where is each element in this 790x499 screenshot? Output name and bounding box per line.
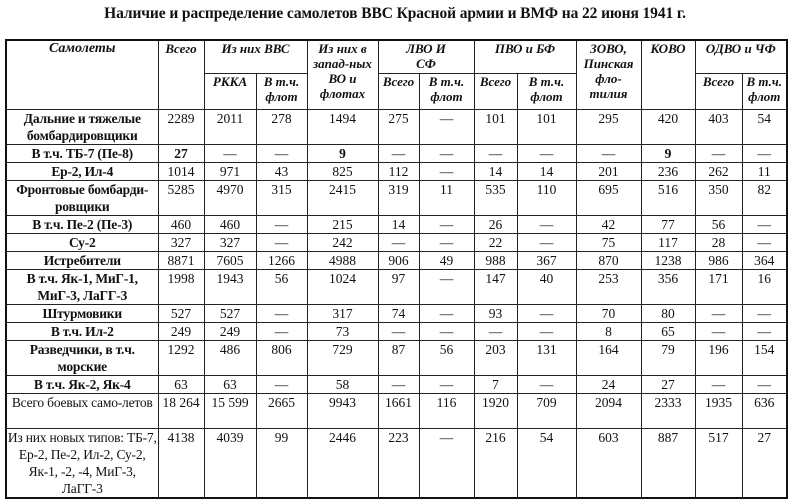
table-cell: 729 bbox=[307, 340, 378, 375]
table-cell: 27 bbox=[742, 428, 787, 498]
table-cell: 8 bbox=[576, 322, 641, 340]
table-cell: 101 bbox=[517, 109, 576, 144]
table-cell: 82 bbox=[742, 180, 787, 215]
table-cell: — bbox=[419, 109, 474, 144]
table-cell: 56 bbox=[419, 340, 474, 375]
table-cell: 4039 bbox=[204, 428, 256, 498]
header-vvs-rkka: РККА bbox=[204, 73, 256, 109]
table-cell: 327 bbox=[158, 233, 204, 251]
table-cell: — bbox=[419, 428, 474, 498]
table-cell: 196 bbox=[695, 340, 742, 375]
table-cell: 74 bbox=[378, 304, 419, 322]
header-western-districts: Из них в запад-ных ВО и флотах bbox=[307, 40, 378, 109]
row-label: В т.ч. Як-1, МиГ-1, МиГ-3, ЛаГГ-3 bbox=[6, 269, 158, 304]
row-label: Су-2 bbox=[6, 233, 158, 251]
table-cell: 101 bbox=[474, 109, 517, 144]
table-row bbox=[6, 340, 787, 375]
header-pvo-group: ПВО и БФ bbox=[474, 40, 576, 73]
header-lvo-group: ЛВО И СФ bbox=[378, 40, 474, 73]
table-cell: — bbox=[419, 322, 474, 340]
table-cell: 14 bbox=[378, 215, 419, 233]
header-total: Всего bbox=[158, 40, 204, 109]
table-cell: — bbox=[742, 375, 787, 393]
row-label: Ер-2, Ил-4 bbox=[6, 162, 158, 180]
table-cell: — bbox=[256, 304, 307, 322]
row-label: В т.ч. Пе-2 (Пе-3) bbox=[6, 215, 158, 233]
table-row bbox=[6, 428, 787, 498]
table-cell: 986 bbox=[695, 251, 742, 269]
header-odvo-group: ОДВО и ЧФ bbox=[695, 40, 787, 73]
table-row bbox=[6, 233, 787, 251]
table-cell: 7 bbox=[474, 375, 517, 393]
table-cell: — bbox=[517, 375, 576, 393]
table-cell: — bbox=[517, 215, 576, 233]
table-cell: — bbox=[256, 322, 307, 340]
table-cell: 2415 bbox=[307, 180, 378, 215]
table-cell: 1943 bbox=[204, 269, 256, 304]
row-label: Истребители bbox=[6, 251, 158, 269]
table-cell: 171 bbox=[695, 269, 742, 304]
table-cell: 460 bbox=[158, 215, 204, 233]
table-row bbox=[6, 269, 787, 304]
header-pvo-total: Всего bbox=[474, 73, 517, 109]
table-cell: 870 bbox=[576, 251, 641, 269]
row-label: Разведчики, в т.ч. морские bbox=[6, 340, 158, 375]
row-label: В т.ч. ТБ-7 (Пе-8) bbox=[6, 144, 158, 162]
table-cell: 420 bbox=[641, 109, 695, 144]
table-cell: 27 bbox=[158, 144, 204, 162]
table-cell: 2665 bbox=[256, 393, 307, 428]
table-cell: — bbox=[256, 233, 307, 251]
table-cell: — bbox=[742, 233, 787, 251]
table-cell: 110 bbox=[517, 180, 576, 215]
table-cell: 5285 bbox=[158, 180, 204, 215]
table-cell: — bbox=[517, 322, 576, 340]
table-cell: 1920 bbox=[474, 393, 517, 428]
header-zovo: ЗОВО, Пинская фло-тилия bbox=[576, 40, 641, 109]
table-cell: 58 bbox=[307, 375, 378, 393]
table-cell: 27 bbox=[641, 375, 695, 393]
table-cell: 7605 bbox=[204, 251, 256, 269]
table-cell: — bbox=[695, 375, 742, 393]
table-cell: 2011 bbox=[204, 109, 256, 144]
table-cell: 26 bbox=[474, 215, 517, 233]
table-cell: 56 bbox=[695, 215, 742, 233]
table-cell: 56 bbox=[256, 269, 307, 304]
table-row bbox=[6, 109, 787, 144]
header-vvs-fleet: В т.ч. флот bbox=[256, 73, 307, 109]
table-cell: 131 bbox=[517, 340, 576, 375]
table-cell: 275 bbox=[378, 109, 419, 144]
table-cell: 236 bbox=[641, 162, 695, 180]
table-cell: 73 bbox=[307, 322, 378, 340]
table-cell: 1292 bbox=[158, 340, 204, 375]
table-row bbox=[6, 251, 787, 269]
header-kovo: КОВО bbox=[641, 40, 695, 109]
table-cell: — bbox=[378, 233, 419, 251]
table-cell: 80 bbox=[641, 304, 695, 322]
table-cell: — bbox=[695, 144, 742, 162]
table-cell: — bbox=[419, 375, 474, 393]
table-cell: 460 bbox=[204, 215, 256, 233]
table-row bbox=[6, 162, 787, 180]
table-cell: 988 bbox=[474, 251, 517, 269]
table-cell: 278 bbox=[256, 109, 307, 144]
table-cell: — bbox=[742, 304, 787, 322]
table-cell: — bbox=[204, 144, 256, 162]
table-cell: — bbox=[517, 144, 576, 162]
aircraft-distribution-table bbox=[5, 39, 788, 499]
table-row bbox=[6, 215, 787, 233]
table-cell: 8871 bbox=[158, 251, 204, 269]
table-cell: 63 bbox=[204, 375, 256, 393]
table-cell: 1661 bbox=[378, 393, 419, 428]
table-cell: 517 bbox=[695, 428, 742, 498]
table-cell: 15 599 bbox=[204, 393, 256, 428]
table-cell: 11 bbox=[742, 162, 787, 180]
table-cell: 516 bbox=[641, 180, 695, 215]
table-cell: 319 bbox=[378, 180, 419, 215]
table-cell: — bbox=[419, 304, 474, 322]
table-cell: 1014 bbox=[158, 162, 204, 180]
table-cell: 253 bbox=[576, 269, 641, 304]
table-cell: 9 bbox=[307, 144, 378, 162]
header-odvo-fleet: В т.ч. флот bbox=[742, 73, 787, 109]
table-cell: 201 bbox=[576, 162, 641, 180]
table-cell: 18 264 bbox=[158, 393, 204, 428]
table-cell: — bbox=[256, 375, 307, 393]
table-cell: 14 bbox=[517, 162, 576, 180]
table-cell: — bbox=[378, 375, 419, 393]
table-cell: 1024 bbox=[307, 269, 378, 304]
header-lvo-total: Всего bbox=[378, 73, 419, 109]
table-row bbox=[6, 393, 787, 428]
header-lvo-fleet: В т.ч. флот bbox=[419, 73, 474, 109]
table-cell: 1494 bbox=[307, 109, 378, 144]
table-cell: 249 bbox=[204, 322, 256, 340]
header-odvo-total: Всего bbox=[695, 73, 742, 109]
table-cell: — bbox=[419, 162, 474, 180]
table-cell: 215 bbox=[307, 215, 378, 233]
table-cell: — bbox=[378, 144, 419, 162]
table-cell: 636 bbox=[742, 393, 787, 428]
table-cell: — bbox=[517, 304, 576, 322]
row-label: Дальние и тяжелые бомбардировщики bbox=[6, 109, 158, 144]
table-cell: 2289 bbox=[158, 109, 204, 144]
table-cell: 22 bbox=[474, 233, 517, 251]
table-row bbox=[6, 304, 787, 322]
table-cell: 65 bbox=[641, 322, 695, 340]
table-cell: 164 bbox=[576, 340, 641, 375]
table-cell: 317 bbox=[307, 304, 378, 322]
table-cell: 14 bbox=[474, 162, 517, 180]
row-label: Всего боевых само-летов bbox=[6, 393, 158, 428]
table-cell: 49 bbox=[419, 251, 474, 269]
table-cell: 295 bbox=[576, 109, 641, 144]
table-cell: 4988 bbox=[307, 251, 378, 269]
table-cell: — bbox=[695, 304, 742, 322]
table-cell: — bbox=[256, 144, 307, 162]
table-cell: 486 bbox=[204, 340, 256, 375]
table-cell: 28 bbox=[695, 233, 742, 251]
table-cell: 79 bbox=[641, 340, 695, 375]
table-cell: 1935 bbox=[695, 393, 742, 428]
table-cell: 535 bbox=[474, 180, 517, 215]
table-cell: 709 bbox=[517, 393, 576, 428]
table-cell: 695 bbox=[576, 180, 641, 215]
table-cell: 527 bbox=[204, 304, 256, 322]
table-cell: 825 bbox=[307, 162, 378, 180]
table-cell: 11 bbox=[419, 180, 474, 215]
table-cell: — bbox=[419, 144, 474, 162]
table-cell: 906 bbox=[378, 251, 419, 269]
table-cell: 97 bbox=[378, 269, 419, 304]
table-cell: 2094 bbox=[576, 393, 641, 428]
table-cell: 75 bbox=[576, 233, 641, 251]
header-vvs-group: Из них ВВС bbox=[204, 40, 307, 73]
header-aircraft: Самолеты bbox=[6, 40, 158, 109]
table-cell: 87 bbox=[378, 340, 419, 375]
table-cell: 4138 bbox=[158, 428, 204, 498]
table-cell: 216 bbox=[474, 428, 517, 498]
table-row bbox=[6, 322, 787, 340]
table-cell: 223 bbox=[378, 428, 419, 498]
table-cell: 364 bbox=[742, 251, 787, 269]
table-cell: 93 bbox=[474, 304, 517, 322]
table-cell: 327 bbox=[204, 233, 256, 251]
table-cell: 77 bbox=[641, 215, 695, 233]
table-title: Наличие и распределение самолетов ВВС Красной армии и ВМФ на 22 июня 1941 г. bbox=[104, 5, 686, 22]
table-cell: 367 bbox=[517, 251, 576, 269]
table-cell: 4970 bbox=[204, 180, 256, 215]
table-cell: 9 bbox=[641, 144, 695, 162]
table-cell: 2333 bbox=[641, 393, 695, 428]
table-cell: 242 bbox=[307, 233, 378, 251]
table-cell: 971 bbox=[204, 162, 256, 180]
table-cell: 603 bbox=[576, 428, 641, 498]
table-cell: 70 bbox=[576, 304, 641, 322]
row-label: Штурмовики bbox=[6, 304, 158, 322]
table-cell: 887 bbox=[641, 428, 695, 498]
table-cell: 147 bbox=[474, 269, 517, 304]
table-cell: 43 bbox=[256, 162, 307, 180]
table-cell: 315 bbox=[256, 180, 307, 215]
table-cell: 42 bbox=[576, 215, 641, 233]
header-pvo-fleet: В т.ч. флот bbox=[517, 73, 576, 109]
table-cell: 116 bbox=[419, 393, 474, 428]
table-cell: 1998 bbox=[158, 269, 204, 304]
table-cell: 350 bbox=[695, 180, 742, 215]
table-cell: 40 bbox=[517, 269, 576, 304]
table-cell: 249 bbox=[158, 322, 204, 340]
table-cell: — bbox=[742, 215, 787, 233]
table-cell: 16 bbox=[742, 269, 787, 304]
table-row bbox=[6, 180, 787, 215]
table-cell: 24 bbox=[576, 375, 641, 393]
table-cell: 99 bbox=[256, 428, 307, 498]
table-cell: 54 bbox=[517, 428, 576, 498]
table-body bbox=[6, 109, 787, 498]
table-cell: 54 bbox=[742, 109, 787, 144]
row-label: Из них новых типов: ТБ-7, Ер-2, Пе-2, Ил-2, Су-2, Як-1, -2, -4, МиГ-3, ЛаГГ-3 bbox=[7, 429, 157, 496]
table-cell: — bbox=[576, 144, 641, 162]
table-cell: — bbox=[419, 215, 474, 233]
table-cell: 203 bbox=[474, 340, 517, 375]
table-cell: 2446 bbox=[307, 428, 378, 498]
table-cell: 154 bbox=[742, 340, 787, 375]
table-cell: — bbox=[256, 215, 307, 233]
table-cell: 403 bbox=[695, 109, 742, 144]
table-cell: — bbox=[419, 269, 474, 304]
table-cell: — bbox=[742, 144, 787, 162]
table-cell: — bbox=[474, 144, 517, 162]
table-cell: 356 bbox=[641, 269, 695, 304]
table-row bbox=[6, 375, 787, 393]
row-label: В т.ч. Ил-2 bbox=[6, 322, 158, 340]
table-cell: 806 bbox=[256, 340, 307, 375]
table-cell: 262 bbox=[695, 162, 742, 180]
table-cell: 9943 bbox=[307, 393, 378, 428]
table-row bbox=[6, 144, 787, 162]
table-cell: 527 bbox=[158, 304, 204, 322]
table-cell: — bbox=[517, 233, 576, 251]
row-label: Фронтовые бомбарди-ровщики bbox=[6, 180, 158, 215]
table-cell: — bbox=[474, 322, 517, 340]
table-cell: 1238 bbox=[641, 251, 695, 269]
table-cell: — bbox=[695, 322, 742, 340]
row-label: В т.ч. Як-2, Як-4 bbox=[6, 375, 158, 393]
table-cell: 63 bbox=[158, 375, 204, 393]
table-cell: 117 bbox=[641, 233, 695, 251]
table-cell: — bbox=[419, 233, 474, 251]
table-cell: — bbox=[378, 322, 419, 340]
table-cell: 112 bbox=[378, 162, 419, 180]
table-cell: 1266 bbox=[256, 251, 307, 269]
table-cell: — bbox=[742, 322, 787, 340]
